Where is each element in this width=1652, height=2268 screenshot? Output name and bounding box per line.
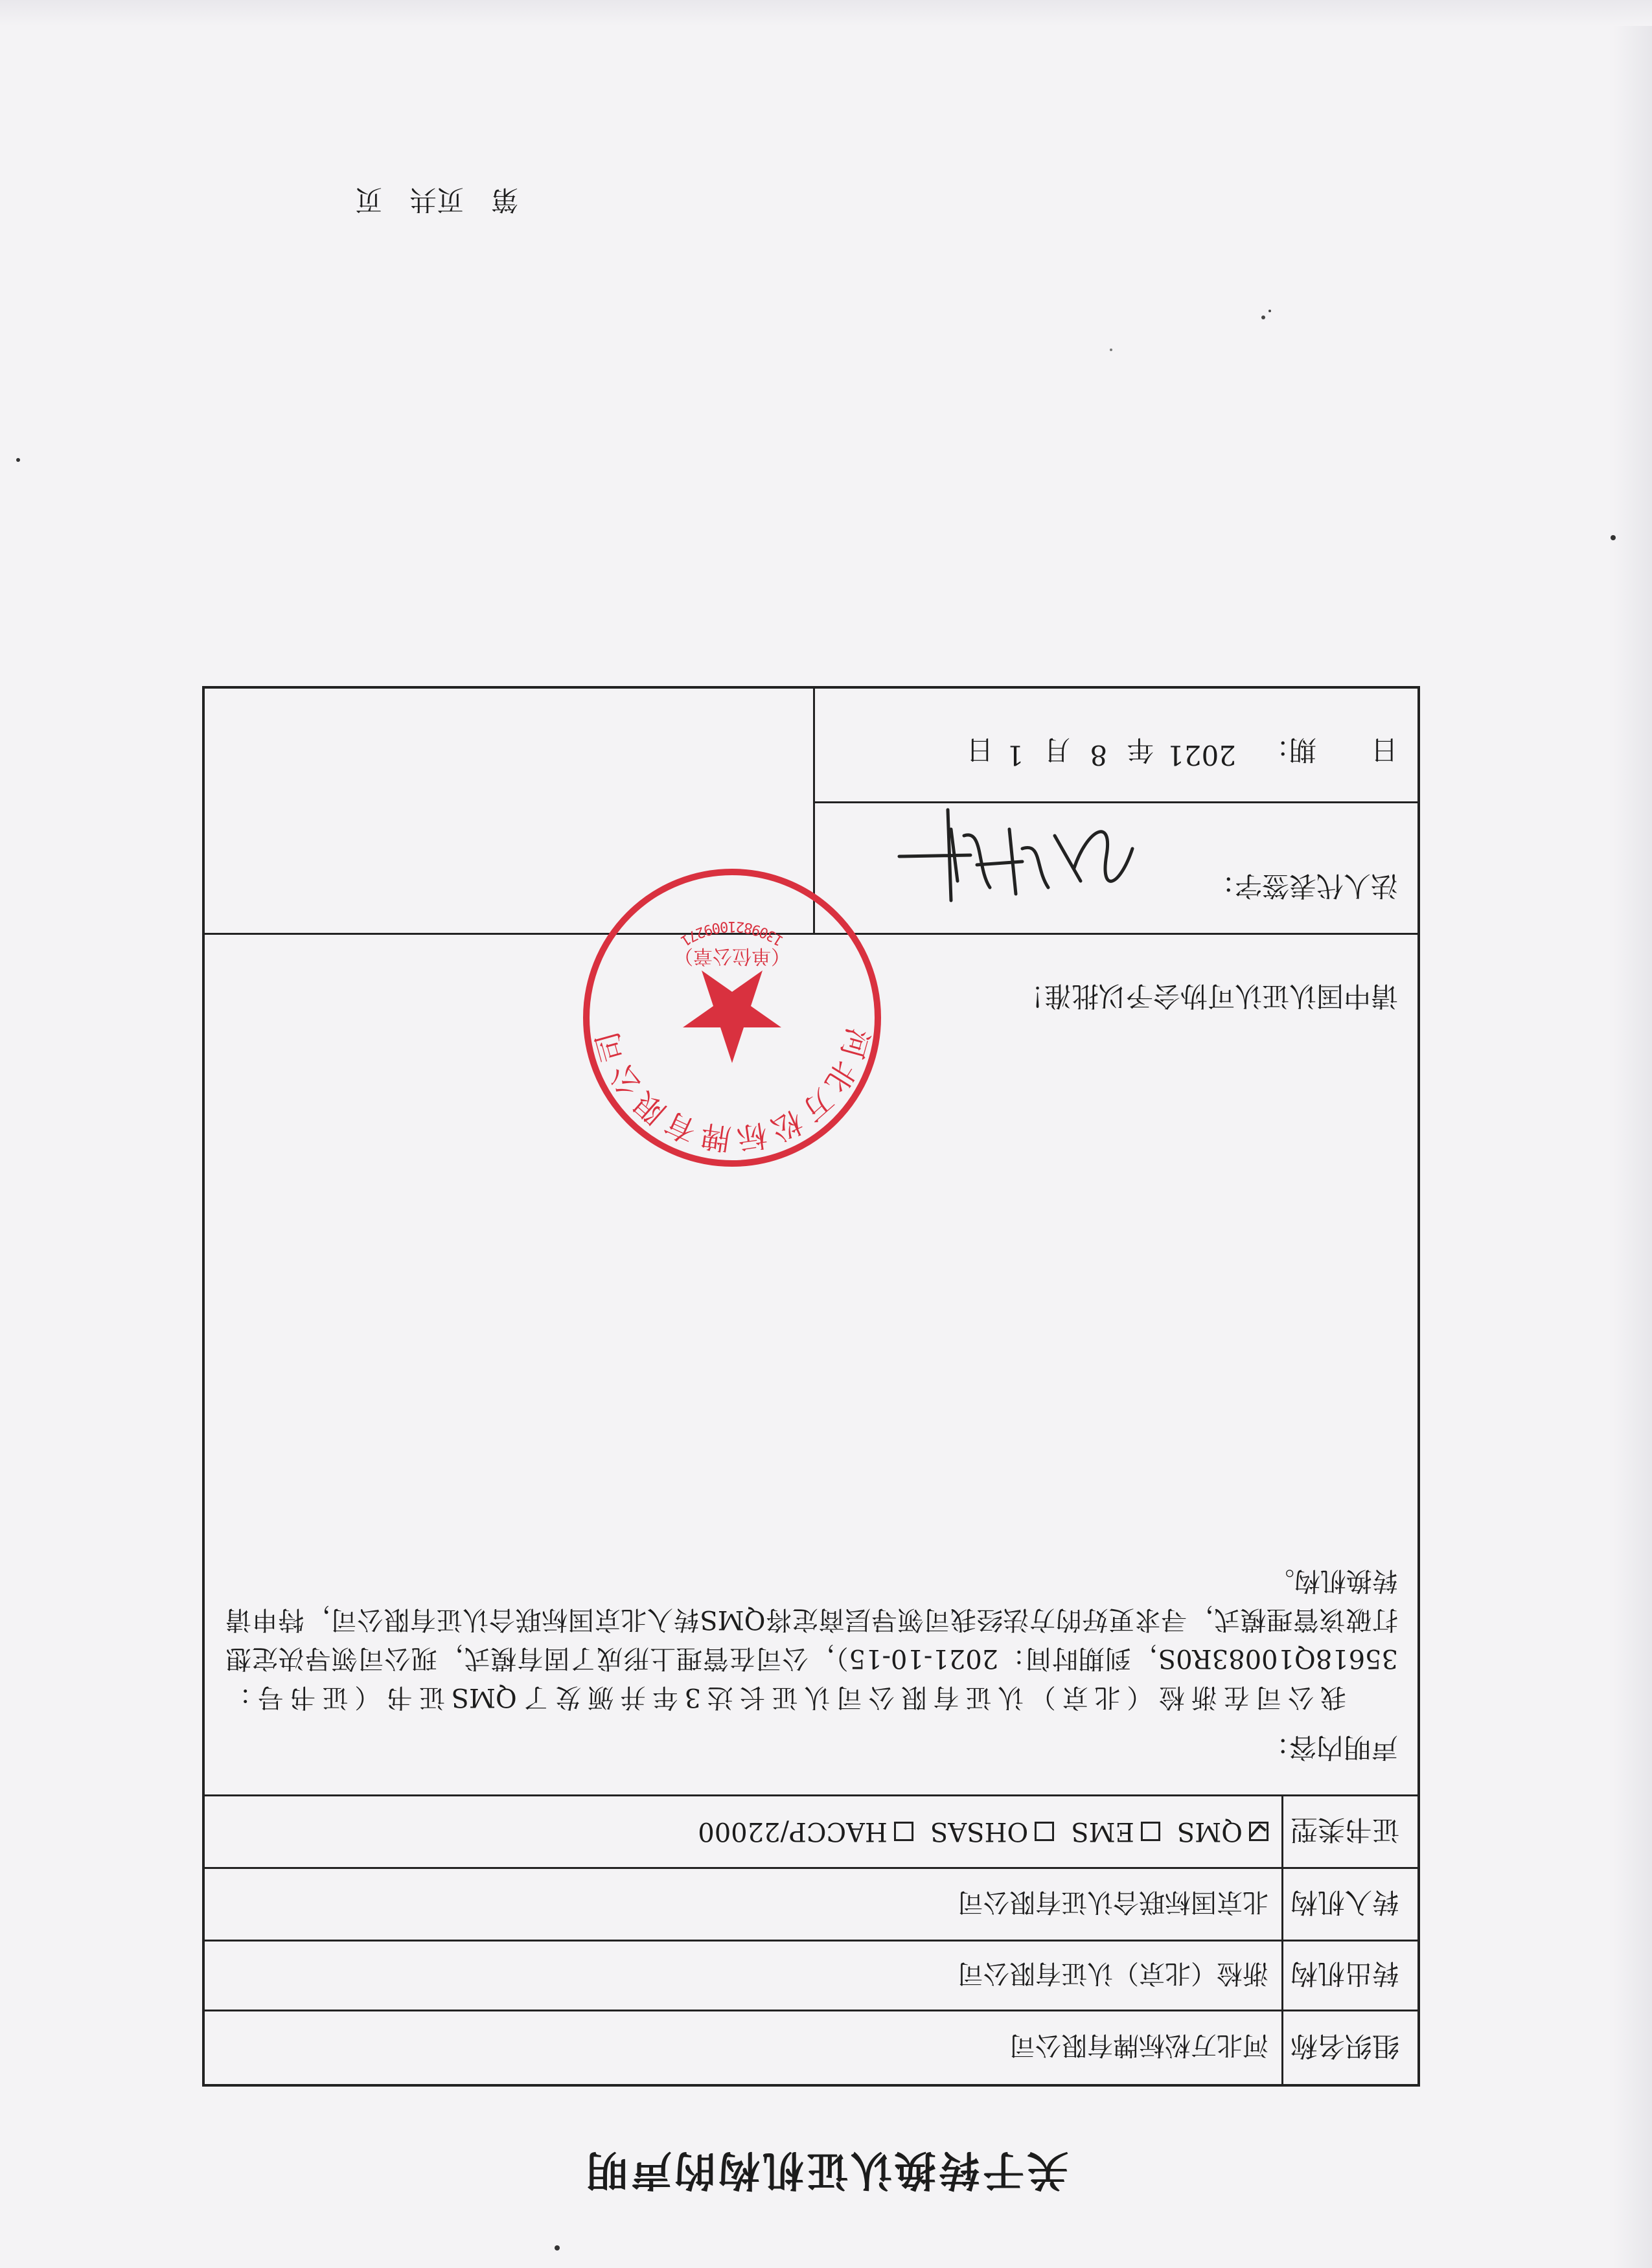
page-number: 第 页共 页 [354, 184, 518, 216]
date-year-unit: 年 [1127, 734, 1154, 766]
date-day-unit: 日 [966, 734, 994, 766]
org-name-value: 河北万松标牌有限公司 [1009, 2030, 1268, 2061]
org-name-label: 组织名称 [1281, 2011, 1417, 2084]
legal-rep-signature-label: 法人代表签字： [1207, 870, 1398, 902]
seal-number: 1309821009271 [677, 917, 787, 949]
date-month: 8 [1090, 739, 1108, 771]
date-day: 1 [1006, 739, 1024, 771]
date-year: 2021 [1167, 739, 1236, 771]
statement-body: 我公司在浙检（北京）认证有限公司认证长达3年并颁发了QMS证书（证书号：35618Q10083R0S，到期时间：2021-10-15），公司在管理上形成了固有模式，现公司领导决定想打破该管理模式，寻求更好的方法经我司领导层商定将QMS转入北京国标联合认证有限公司，特申请转换机构。 [225, 1566, 1398, 1712]
transfer-out-label: 转出机构 [1281, 1942, 1417, 2010]
cert-type-label: 证书类型 [1281, 1796, 1417, 1867]
transfer-in-value: 北京国标联合认证有限公司 [958, 1887, 1268, 1917]
transfer-in-label: 转入机构 [1281, 1869, 1417, 1940]
cert-option-label: QMS [1176, 1816, 1243, 1847]
seal-company-name: 河北万松标牌有限公司 [588, 1024, 876, 1157]
date-label: 日 期： [1261, 734, 1398, 766]
transfer-out-value: 浙检（北京）认证有限公司 [958, 1958, 1268, 1988]
seal-caption: （单位公章） [674, 945, 790, 967]
statement-label: 声明内容： [1261, 1732, 1398, 1763]
cert-option-label: EMS [1071, 1816, 1134, 1847]
cert-option-label: HACCP/22000 [698, 1816, 888, 1847]
approval-request: 请中国认证认可协会予以批准！ [1016, 980, 1398, 1012]
date-month-unit: 月 [1043, 734, 1071, 766]
document-title: 关于转换认证机构的声明 [584, 2146, 1068, 2194]
cert-option-label: OHSAS [930, 1816, 1029, 1847]
